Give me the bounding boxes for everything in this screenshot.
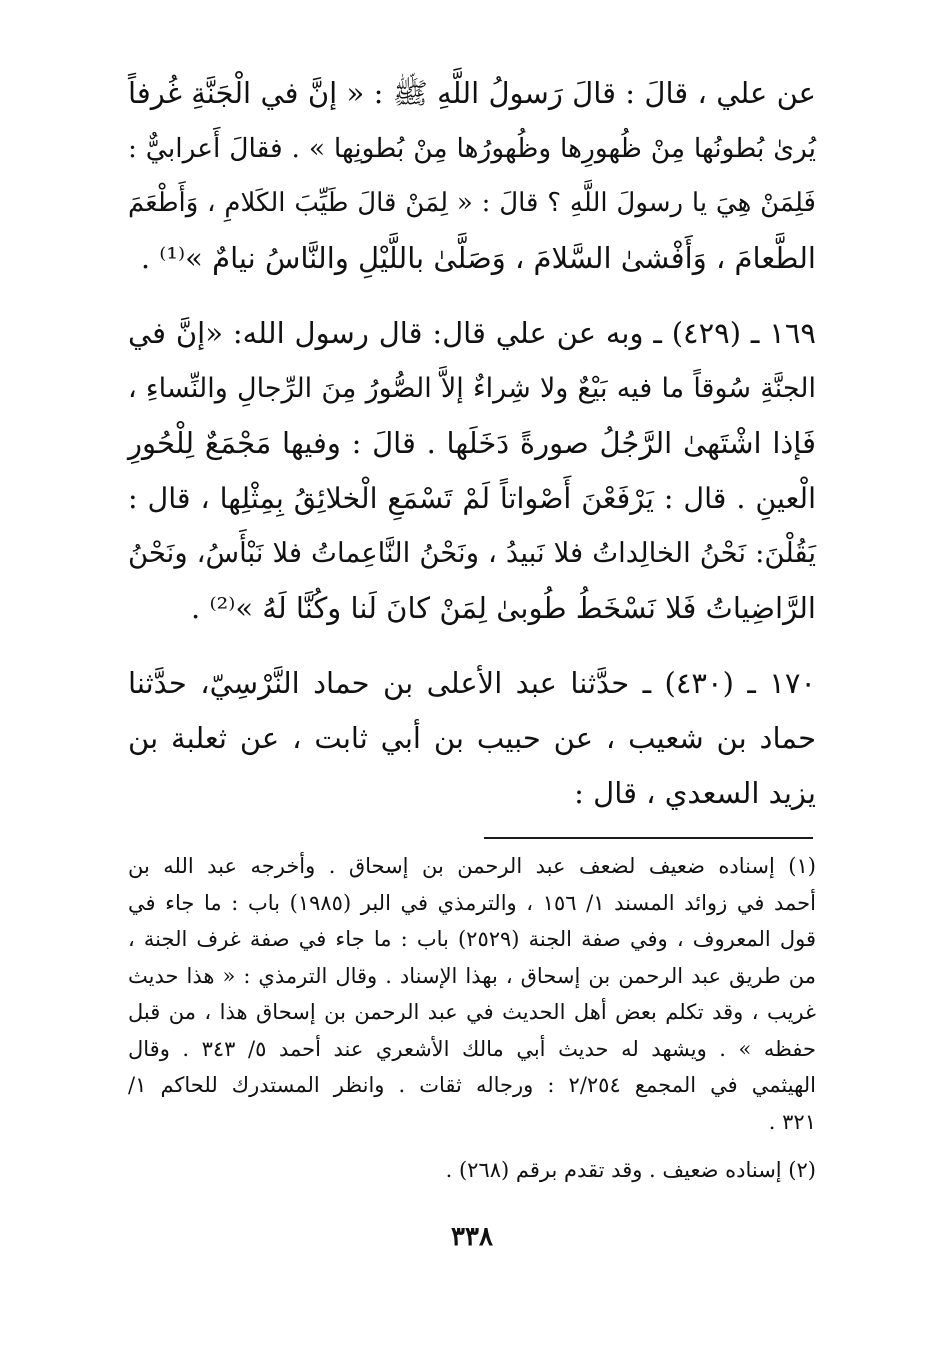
footnote-line: الهيثمي في المجمع ٢/٢٥٤ : ورجاله ثقات . وانظر المستدرك للحاكم ١/ <box>128 1073 817 1097</box>
footnote-line: (٢) إسناده ضعيف . وقد تقدم برقم (٢٦٨) . <box>445 1158 816 1182</box>
page-number: ٣٣٨ <box>451 1222 493 1252</box>
paragraph-1 <box>128 66 816 286</box>
text-line: حماد بن شعيب ، عن حبيب بن أبي ثابت ، عن ثعلبة بن <box>128 721 816 755</box>
text-line: الجنَّةِ سُوقاً ما فيه بَيْعٌ ولا شِراءٌ إلاَّ الصُّورُ مِنَ الرِّجالِ والنِّساءِ ، <box>128 373 816 404</box>
text-line: فَلِمَنْ هِيَ يا رسولَ اللَّهِ ؟ قالَ : « لِمَنْ قالَ طَيِّبَ الكَلامِ ، وَأَطْعَمَ <box>128 188 816 218</box>
text-line: ١٧٠ ـ (٤٣٠) ـ حدَّثنا عبد الأعلى بن حماد النَّرْسِيّ، حدَّثنا <box>128 666 816 700</box>
text-line: ١٦٩ ـ (٤٢٩) ـ وبه عن علي قال: قال رسول الله: «إنَّ في <box>128 316 816 350</box>
paragraph-hadith-170 <box>128 656 816 821</box>
footnote-line: حفظه » . ويشهد له حديث أبي مالك الأشعري عند أحمد ٥/ ٣٤٣ . وقال <box>128 1036 816 1061</box>
footnote-line: أحمد في زوائد المسند ١/ ١٥٦ ، والترمذي في البر (١٩٨٥) باب : ما جاء في <box>128 890 816 915</box>
footnote-line: ٣٢١ . <box>768 1109 816 1134</box>
footnote-2 <box>128 1152 816 1189</box>
footnote-line: غريب ، وقد تكلم بعض أهل الحديث في عبد الرحمن بن إسحاق هذا ، من قبل <box>128 1000 816 1024</box>
text-line: فَإذا اشْتَهىٰ الرَّجُلُ صورةً دَخَلَها . قالَ : وفيها مَجْمَعٌ لِلْحُورِ <box>128 426 816 460</box>
text-line: عن علي ، قالَ : قالَ رَسولُ اللَّهِ ﷺ : « إنَّ في الْجَنَّةِ غُرفاً <box>128 76 816 110</box>
footnotes <box>128 848 816 1189</box>
footnote-line: (١) إسناده ضعيف لضعف عبد الرحمن بن إسحاق . وأخرجه عبد الله بن <box>128 854 816 878</box>
text-line: يَقُلْنَ: نَحْنُ الخالِداتُ فلا نَبيدُ ، ونَحْنُ النَّاعِماتُ فلا نَبْأَسُ، ونَحْنُ <box>128 537 816 569</box>
paragraph-hadith-169 <box>128 306 816 636</box>
text-line: الرَّاضِياتُ فَلا نَسْخَطُ طُوبىٰ لِمَنْ كانَ لَنا وكُنَّا لَهُ »⁽²⁾ . <box>191 591 816 625</box>
text-line: يزيد السعدي ، قال : <box>574 776 816 810</box>
footnote-line: قول المعروف ، وفي صفة الجنة (٢٥٢٩) باب : ما جاء في صفة غرف الجنة ، <box>128 927 817 951</box>
text-line: الطَّعامَ ، وَأَفْشىٰ السَّلامَ ، وَصَلَّىٰ باللَّيْلِ والنَّاسُ نيامٌ »⁽¹⁾ . <box>140 241 816 275</box>
footnote-separator <box>484 837 813 839</box>
text-line: يُرىٰ بُطونُها مِنْ ظُهورِها وظُهورُها مِنْ بُطونِها » . فقالَ أَعرابيٌّ : <box>128 133 816 164</box>
footnote-1 <box>128 848 816 1140</box>
text-line: الْعينِ . قال : يَرْفَعْنَ أَصْواتاً لَمْ تَسْمَعِ الْخلائِقُ بِمِثْلِها ، قال : <box>128 482 816 515</box>
footnote-line: من طريق عبد الرحمن بن إسحاق ، بهذا الإسناد . وقال الترمذي : « هذا حديث <box>128 963 816 988</box>
main-text <box>128 66 816 821</box>
